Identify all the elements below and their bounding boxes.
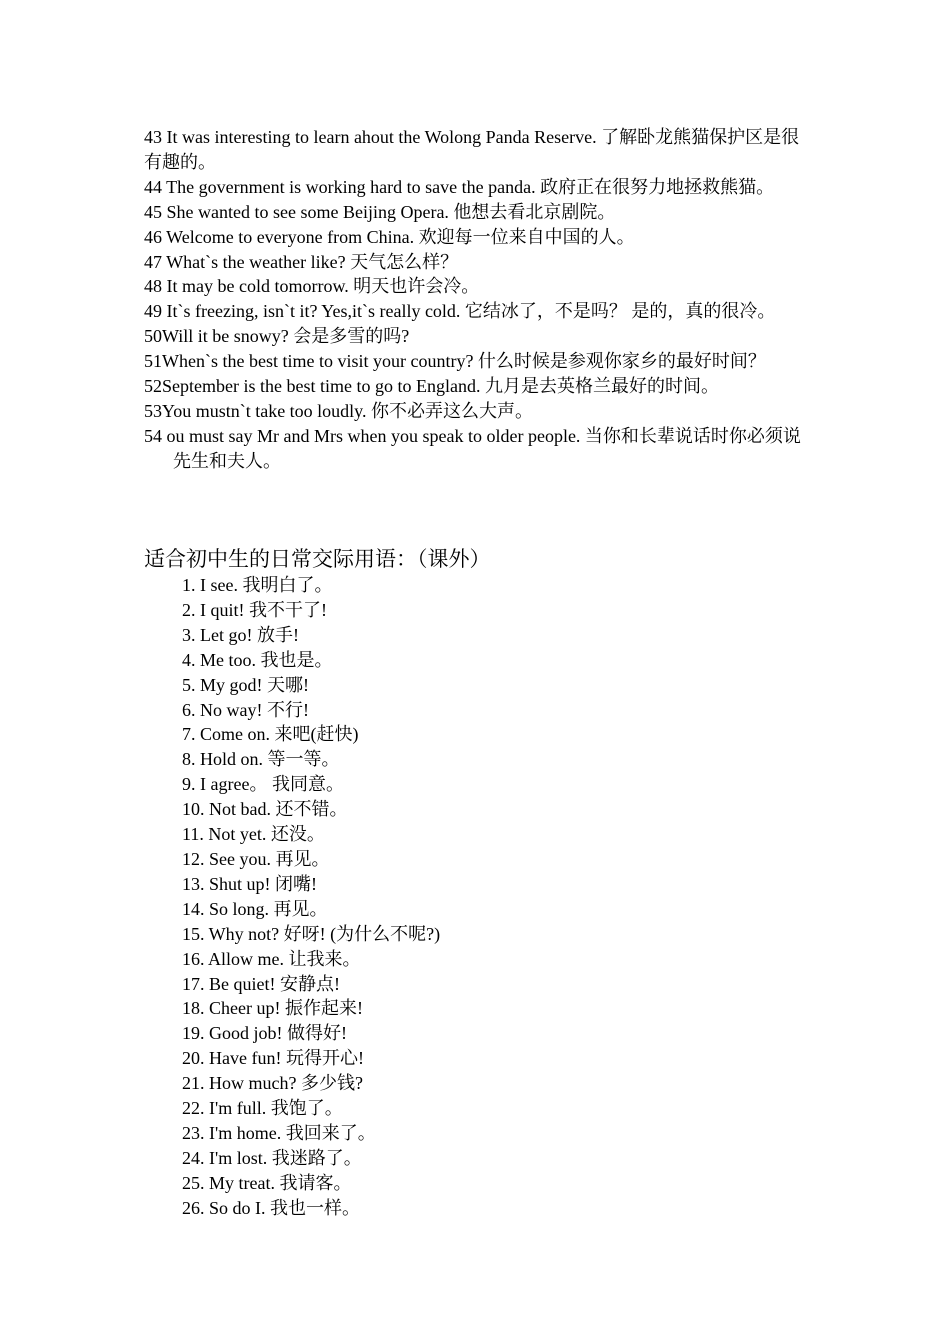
sentence-item: 43 It was interesting to learn ahout the Wolong Panda Reserve. 了解卧龙熊猫保护区是很有趣的。 <box>144 127 800 172</box>
phrase-item: 8. Hold on. 等一等。 <box>182 749 340 770</box>
phrase-item: 20. Have fun! 玩得开心! <box>182 1048 364 1069</box>
sentence-item: 44 The government is working hard to save the panda. 政府正在很努力地拯救熊猫。 <box>144 176 775 197</box>
phrase-item: 19. Good job! 做得好! <box>182 1023 347 1044</box>
phrase-item: 9. I agree。 我同意。 <box>182 774 344 795</box>
sentence-item: 48 It may be cold tomorrow. 明天也许会冷。 <box>144 276 480 297</box>
phrase-item: 24. I'm lost. 我迷路了。 <box>182 1147 362 1168</box>
phrase-item: 1. I see. 我明白了。 <box>182 575 333 595</box>
numbered-sentence-list <box>144 125 812 474</box>
phrase-item: 23. I'm home. 我回来了。 <box>182 1122 376 1143</box>
phrase-item: 6. No way! 不行! <box>182 699 309 720</box>
phrase-item: 18. Cheer up! 振作起来! <box>182 998 363 1019</box>
phrase-item: 13. Shut up! 闭嘴! <box>182 873 317 894</box>
sentence-item: 54 ou must say Mr and Mrs when you speak to older people. 当你和长辈说话时你必须说先生和夫人。 <box>144 425 801 471</box>
phrase-item: 21. How much? 多少钱? <box>182 1073 363 1094</box>
sentence-item: 47 What`s the weather like? 天气怎么样？ <box>144 251 459 272</box>
sentence-item: 50Will it be snowy? 会是多雪的吗? <box>144 326 410 347</box>
phrase-list <box>182 573 440 1221</box>
phrase-item: 26. So do I. 我也一样。 <box>182 1197 361 1218</box>
phrase-item: 4. Me too. 我也是。 <box>182 649 333 670</box>
phrase-item: 25. My treat. 我请客。 <box>182 1172 352 1193</box>
section-heading: 适合初中生的日常交际用语：（课外） <box>144 547 491 571</box>
phrase-item: 7. Come on. 来吧(赶快) <box>182 724 359 745</box>
phrase-item: 2. I quit! 我不干了! <box>182 599 327 620</box>
sentence-item: 49 It`s freezing, isn`t it? Yes,it`s really cold. 它结冰了，不是吗？ 是的，真的很冷。 <box>144 301 776 322</box>
phrase-item: 15. Why not? 好呀! (为什么不呢?) <box>182 923 441 944</box>
phrase-item: 3. Let go! 放手! <box>182 624 299 645</box>
phrase-item: 5. My god! 天哪! <box>182 674 309 695</box>
sentence-item: 46 Welcome to everyone from China. 欢迎每一位来自中国的人。 <box>144 226 635 247</box>
sentence-item: 52September is the best time to go to England. 九月是去英格兰最好的时间。 <box>144 376 719 397</box>
phrase-item: 17. Be quiet! 安静点! <box>182 973 340 994</box>
sentence-item: 53You mustn`t take too loudly. 你不必弄这么大声。 <box>144 400 534 421</box>
phrase-item: 11. Not yet. 还没。 <box>182 824 325 845</box>
phrase-item: 10. Not bad. 还不错。 <box>182 799 348 820</box>
sentence-item: 45 She wanted to see some Beijing Opera. 他想去看北京剧院。 <box>144 201 616 222</box>
phrase-item: 12. See you. 再见。 <box>182 848 330 869</box>
phrase-item: 22. I'm full. 我饱了。 <box>182 1098 343 1119</box>
sentence-item: 51When`s the best time to visit your country? 什么时候是参观你家乡的最好时间？ <box>144 351 766 372</box>
phrase-item: 14. So long. 再见。 <box>182 898 328 919</box>
phrase-item: 16. Allow me. 让我来。 <box>182 948 361 969</box>
